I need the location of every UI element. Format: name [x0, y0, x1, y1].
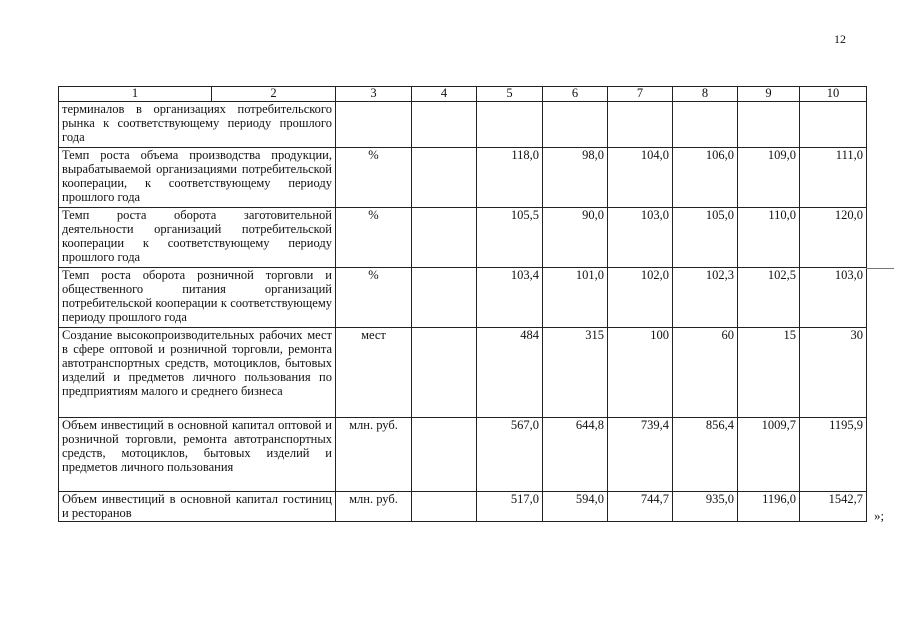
value-cell: 103,4 [477, 268, 543, 328]
value-cell: 856,4 [673, 418, 738, 492]
value-cell: 104,0 [608, 148, 673, 208]
unit-cell: % [336, 268, 412, 328]
value-cell [543, 102, 608, 148]
value-cell: 60 [673, 328, 738, 418]
value-cell: 118,0 [477, 148, 543, 208]
value-cell: 105,5 [477, 208, 543, 268]
table-row [59, 328, 867, 418]
table-row [59, 148, 867, 208]
value-cell: 105,0 [673, 208, 738, 268]
value-cell: 484 [477, 328, 543, 418]
value-cell [673, 102, 738, 148]
value-cell: 935,0 [673, 492, 738, 522]
indicator-name-cell: Темп роста оборота заготовительной деятельности организаций потребительской кооперации к соответствующему периоду прошлого года [59, 208, 336, 268]
table-row [59, 102, 867, 148]
value-cell: 1195,9 [800, 418, 867, 492]
value-cell: 102,5 [738, 268, 800, 328]
column-4-cell [412, 148, 477, 208]
column-4-cell [412, 492, 477, 522]
header-cell: 2 [212, 87, 336, 102]
header-cell: 4 [412, 87, 477, 102]
value-cell [800, 102, 867, 148]
unit-cell: млн. руб. [336, 492, 412, 522]
value-cell: 739,4 [608, 418, 673, 492]
value-cell: 315 [543, 328, 608, 418]
indicator-name-cell: Темп роста оборота розничной торговли и общественного питания организаций потребительской кооперации к соответствующему периоду прошлого года [59, 268, 336, 328]
value-cell: 30 [800, 328, 867, 418]
closing-quote-mark: »; [874, 508, 885, 523]
value-cell: 15 [738, 328, 800, 418]
table-row [59, 418, 867, 492]
value-cell: 102,0 [608, 268, 673, 328]
indicator-name-cell: Создание высокопроизводительных рабочих мест в сфере оптовой и розничной торговли, ремонта автотранспортных средств, мотоциклов, бытовых изделий и предметов личного пользования по предприятиям малого и среднего бизнеса [59, 328, 336, 418]
value-cell: 110,0 [738, 208, 800, 268]
value-cell: 1542,7 [800, 492, 867, 522]
column-4-cell [412, 328, 477, 418]
header-cell: 9 [738, 87, 800, 102]
value-cell: 1009,7 [738, 418, 800, 492]
value-cell [608, 102, 673, 148]
header-cell: 1 [59, 87, 212, 102]
data-table [58, 86, 867, 522]
value-cell: 101,0 [543, 268, 608, 328]
unit-cell: мест [336, 328, 412, 418]
value-cell: 644,8 [543, 418, 608, 492]
value-cell: 517,0 [477, 492, 543, 522]
value-cell: 567,0 [477, 418, 543, 492]
value-cell: 90,0 [543, 208, 608, 268]
unit-cell: % [336, 208, 412, 268]
value-cell: 106,0 [673, 148, 738, 208]
unit-cell [336, 102, 412, 148]
value-cell: 744,7 [608, 492, 673, 522]
column-4-cell [412, 268, 477, 328]
header-cell: 3 [336, 87, 412, 102]
value-cell: 100 [608, 328, 673, 418]
value-cell: 103,0 [608, 208, 673, 268]
indicator-name-cell: терминалов в организациях потребительского рынка к соответствующему периоду прошлого года [59, 102, 336, 148]
table-body [59, 87, 867, 522]
header-cell: 7 [608, 87, 673, 102]
header-cell: 6 [543, 87, 608, 102]
value-cell: 594,0 [543, 492, 608, 522]
value-cell [477, 102, 543, 148]
margin-line [866, 268, 894, 269]
value-cell: 103,0 [800, 268, 867, 328]
header-cell: 5 [477, 87, 543, 102]
unit-cell: % [336, 148, 412, 208]
column-4-cell [412, 208, 477, 268]
indicator-name-cell: Объем инвестиций в основной капитал гостиниц и ресторанов [59, 492, 336, 522]
value-cell: 98,0 [543, 148, 608, 208]
value-cell: 1196,0 [738, 492, 800, 522]
value-cell [738, 102, 800, 148]
value-cell: 111,0 [800, 148, 867, 208]
table-header-row [59, 87, 867, 102]
value-cell: 102,3 [673, 268, 738, 328]
value-cell: 120,0 [800, 208, 867, 268]
header-cell: 8 [673, 87, 738, 102]
unit-cell: млн. руб. [336, 418, 412, 492]
indicator-name-cell: Объем инвестиций в основной капитал оптовой и розничной торговли, ремонта автотранспортных средств, мотоциклов, бытовых изделий и предметов личного пользования [59, 418, 336, 492]
page-number: 12 [834, 32, 846, 46]
header-cell: 10 [800, 87, 867, 102]
column-4-cell [412, 102, 477, 148]
table-row [59, 208, 867, 268]
column-4-cell [412, 418, 477, 492]
indicator-name-cell: Темп роста объема производства продукции, вырабатываемой организациями потребительской кооперации, к соответствующему периоду прошлого года [59, 148, 336, 208]
table-row [59, 492, 867, 522]
table-row [59, 268, 867, 328]
value-cell: 109,0 [738, 148, 800, 208]
